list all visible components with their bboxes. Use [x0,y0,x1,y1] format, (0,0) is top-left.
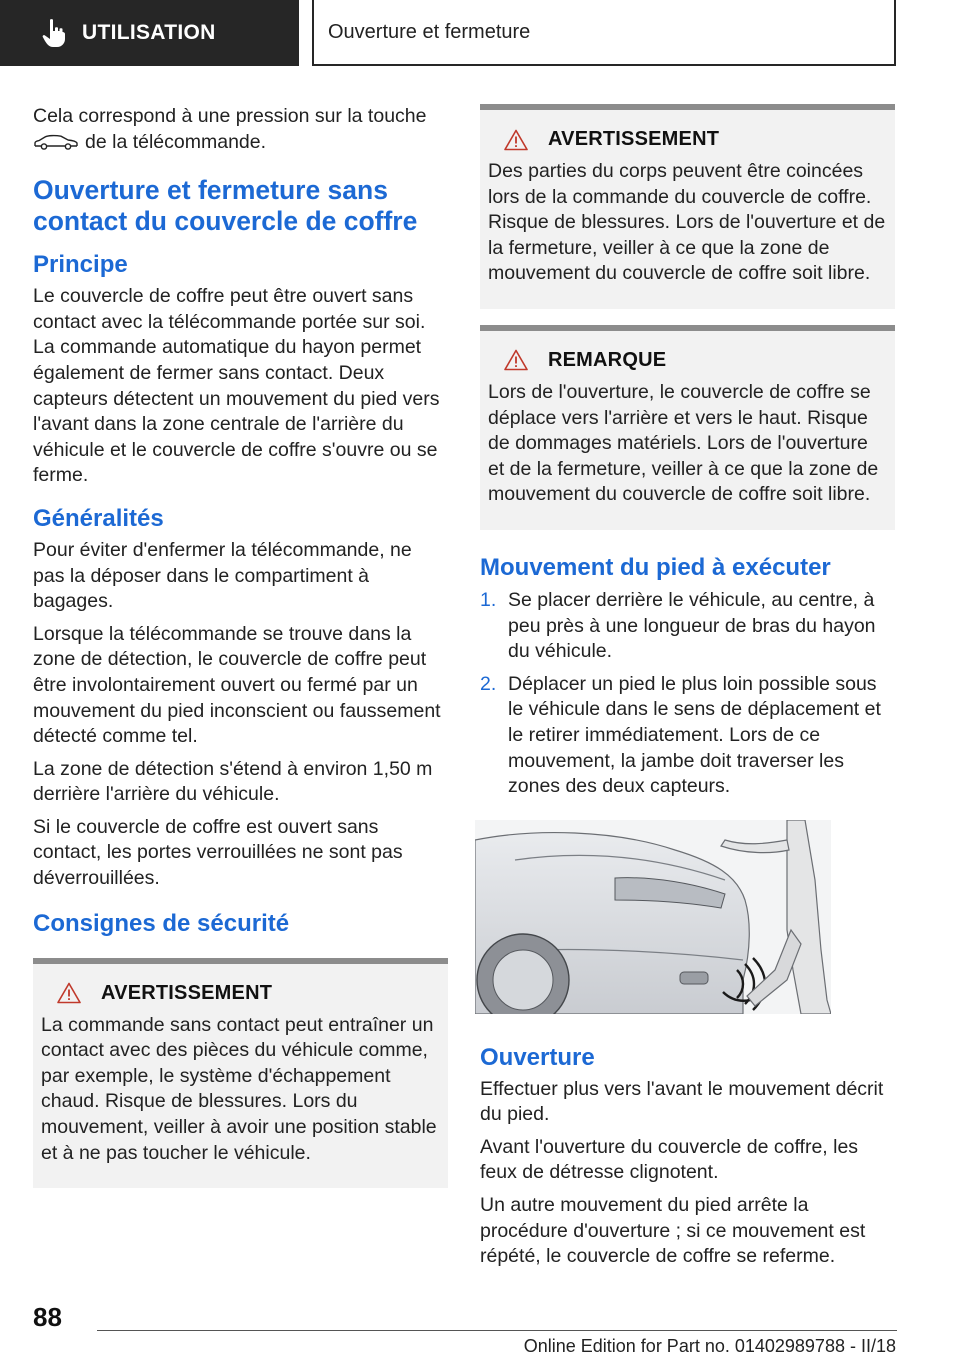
paragraph-generalites-3: La zone de détection s'étend à environ 1,50 m derrière l'arrière du véhicule. [33,757,433,806]
paragraph-generalites-4: Si le couvercle de coffre est ouvert sans contact, les portes verrouillées ne sont pas déverrouillées. [33,815,403,890]
warning-triangle-icon [57,982,81,1004]
warning-header [488,128,887,151]
page-header [0,0,960,66]
warning-title: AVERTISSEMENT [548,128,720,150]
warning-box [480,104,895,309]
warning-text: Des parties du corps peuvent être coincées lors de la commande du couvercle de coffre. Risque de blessures. Lors de l'ouverture et de la fermeture, veiller à ce que la zone de mouvement du couvercle de coffre soit libre. [488,160,886,285]
note-text: Lors de l'ouverture, le couvercle de coffre se déplace vers l'arrière et vers le haut. Risque de dommages matériels. Lors de l'ouverture et de la fermeture, veiller à ce que la zone de mouvement du couvercle de coffre soit libre. [488,380,879,506]
chapter-title: Ouverture et fermeture [328,20,531,43]
heading-consignes: Consignes de sécurité [33,909,290,937]
warning-triangle-icon [504,349,528,371]
paragraph-principe: Le couvercle de coffre peut être ouvert sans contact avec la télécommande portée sur soi. La commande automatique du hayon permet également de fermer sans contact. Deux capteurs détectent un mouvement du pied vers l'avant dans la zone centrale de l'arrière du véhicule et le couvercle de coffre s'ouvre ou se ferme. [33,285,440,487]
left-column [33,104,448,1188]
paragraph-generalites-1: Pour éviter d'enfermer la télécommande, ne pas la déposer dans le compartiment à bagages. [33,538,412,613]
heading-principe: Principe [33,251,128,279]
list-item [480,588,895,665]
list-item [480,672,895,800]
right-column [480,104,895,1277]
intro-line-2: de la télécommande. [85,130,267,153]
edition-text: Online Edition for Part no. 01402989788 - II/18 [523,1336,896,1356]
footer-divider [97,1330,897,1331]
step-number: 2. [480,672,497,695]
hand-pointer-icon [42,18,66,48]
warning-title: AVERTISSEMENT [101,981,273,1004]
intro-line-1: Cela correspond à une pression sur la touche [33,105,427,127]
page-footer [0,1290,960,1362]
warning-text: La commande sans contact peut entraîner un contact avec des pièces du véhicule comme, par exemple, le système d'échappement chaud. Risque de blessures. Lors du mouvement, veiller à avoir une position stable et à ne pas toucher le véhicule. [41,1013,437,1164]
warning-header [41,982,440,1005]
step-text: Se placer derrière le véhicule, au centre, à peu près à une longueur de bras du hayon du véhicule. [508,588,876,663]
steps-list [480,588,895,800]
heading-generalites: Généralités [33,504,164,532]
section-tab [0,0,299,66]
paragraph-ouverture-1: Effectuer plus vers l'avant le mouvement décrit du pied. [480,1077,884,1126]
car-icon [33,134,79,150]
step-number: 1. [480,588,497,611]
intro-paragraph [33,104,448,155]
paragraph-ouverture-3: Un autre mouvement du pied arrête la procédure d'ouverture ; si ce mouvement est répété, le couvercle de coffre se referme. [480,1194,866,1268]
main-heading: Ouverture et fermeture sans contact du couvercle de coffre [33,175,418,237]
heading-mouvement: Mouvement du pied à exécuter [480,553,831,581]
paragraph-ouverture-2: Avant l'ouverture du couvercle de coffre, les feux de détresse clignotent. [480,1135,859,1184]
page-number: 88 [33,1302,62,1332]
chapter-title-box [312,0,896,66]
section-label: UTILISATION [82,21,216,44]
note-header [488,349,887,372]
paragraph-generalites-2: Lorsque la télécommande se trouve dans la zone de détection, le couvercle de coffre peut être involontairement ouvert ou fermé par un mouvement du pied inconscient ou faussement détecté comme tel. [33,622,441,748]
note-box [480,325,895,530]
warning-box [33,958,448,1189]
step-text: Déplacer un pied le plus loin possible sous le véhicule dans le sens de déplacement et le retirer immédiatement. Lors de ce mouvement, la jambe doit traverser les zones des deux capteurs. [508,672,881,798]
heading-ouverture: Ouverture [480,1043,595,1071]
foot-motion-illustration [475,820,831,1014]
note-title: REMARQUE [548,348,667,371]
car-rear-illustration [475,820,831,1014]
warning-triangle-icon [504,129,528,151]
